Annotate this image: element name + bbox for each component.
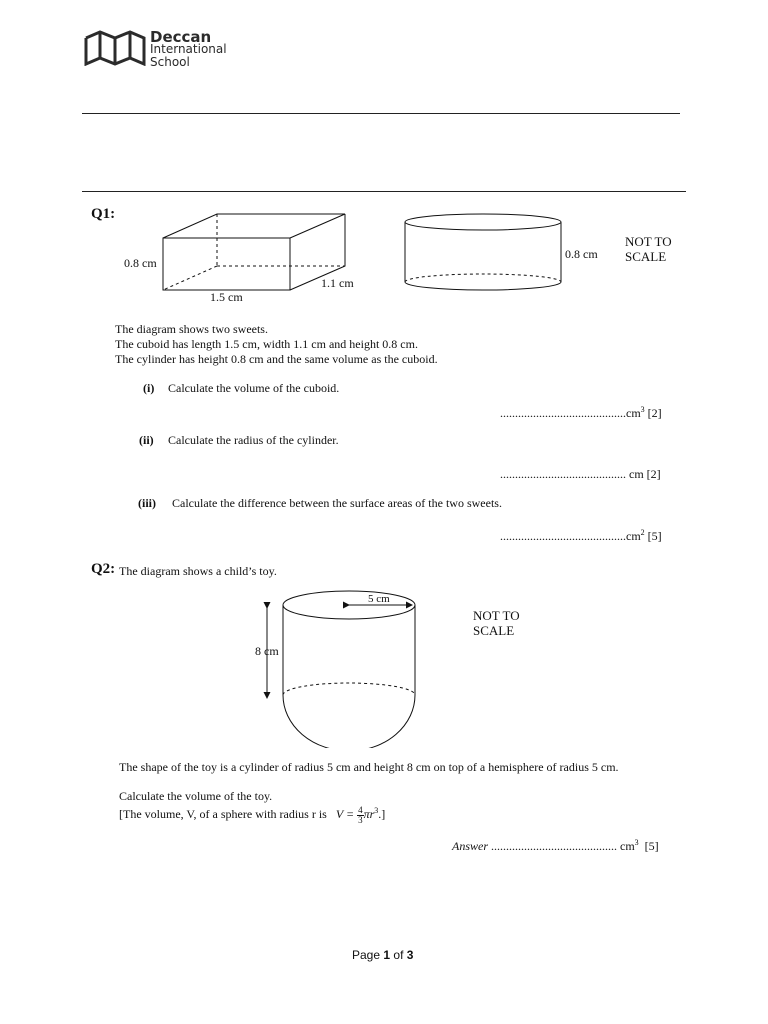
q1-intro-line-1: The diagram shows two sweets.: [115, 322, 268, 336]
answer-unit: cm: [620, 839, 635, 853]
cuboid-width-label: 1.1 cm: [321, 276, 354, 290]
brand-subtitle-2: School: [150, 55, 190, 69]
page-of: of: [393, 948, 404, 962]
answer-dots: ..........................................: [491, 839, 617, 853]
formula-lhs: V =: [335, 807, 355, 821]
question-2-label: Q2:: [91, 561, 116, 577]
marks: [2]: [646, 467, 661, 481]
formula-power: 3: [374, 806, 379, 815]
marks: [5]: [647, 529, 662, 543]
answer-unit: cm: [626, 529, 641, 543]
school-logo: [84, 28, 254, 72]
answer-unit: cm: [629, 467, 644, 481]
q2-formula: [119, 804, 385, 825]
answer-unit-power: 3: [640, 405, 645, 414]
book-outline-icon: [84, 30, 146, 66]
not-to-scale-q1-line2: SCALE: [625, 249, 667, 264]
fraction-numerator: 4: [358, 804, 363, 815]
answer-unit-power: 3: [634, 838, 639, 847]
brand-name: Deccan: [150, 28, 212, 46]
answer-dots: ..........................................: [500, 406, 626, 420]
part-i-text: Calculate the volume of the cuboid.: [168, 381, 340, 395]
answer-dots: ..........................................: [500, 529, 626, 543]
answer-label: Answer: [452, 839, 488, 853]
marks: [5]: [644, 839, 659, 853]
formula-pi-r: πr: [363, 807, 375, 821]
page-total: 3: [406, 948, 414, 962]
cylinder-height-label: 0.8 cm: [565, 247, 598, 261]
page-word: Page: [352, 948, 381, 962]
page-current: 1: [383, 948, 391, 962]
answer-unit-power: 2: [640, 528, 645, 537]
part-i-number: (i): [143, 381, 155, 395]
formula-suffix: .]: [378, 807, 386, 821]
q2-task: Calculate the volume of the toy.: [119, 789, 273, 803]
part-iii-answer-line: [500, 529, 662, 543]
part-iii-number: (iii): [138, 496, 156, 510]
cylinder-diagram: [400, 210, 568, 296]
formula-prefix: [The volume, V, of a sphere with radius r is: [119, 807, 327, 821]
answer-dots: ..........................................: [500, 467, 626, 481]
toy-diagram: [255, 588, 430, 748]
not-to-scale-q2-line1: NOT TO: [473, 608, 520, 623]
q1-intro-line-2: The cuboid has length 1.5 cm, width 1.1 cm and height 0.8 cm.: [115, 337, 418, 351]
q2-intro: The diagram shows a child’s toy.: [119, 564, 277, 578]
answer-unit: cm: [626, 406, 641, 420]
marks: [2]: [647, 406, 662, 420]
page-number: [352, 948, 413, 962]
part-ii-answer-line: [500, 467, 661, 481]
part-ii-text: Calculate the radius of the cylinder.: [168, 433, 339, 447]
q2-answer-line: [452, 839, 659, 853]
header-divider: [82, 113, 680, 114]
part-i-answer-line: [500, 406, 662, 420]
not-to-scale-q2-line2: SCALE: [473, 623, 515, 638]
toy-height-label: 8 cm: [255, 644, 279, 658]
question-1-label: Q1:: [91, 206, 116, 222]
fraction-denominator: 3: [358, 814, 363, 825]
toy-radius-label: 5 cm: [368, 593, 390, 605]
cuboid-height-label: 0.8 cm: [124, 256, 157, 270]
part-ii-number: (ii): [139, 433, 154, 447]
q2-description: The shape of the toy is a cylinder of radius 5 cm and height 8 cm on top of a hemisphere of radius 5 cm.: [119, 760, 619, 774]
section-divider: [82, 191, 686, 192]
part-iii-text: Calculate the difference between the surface areas of the two sweets.: [172, 496, 502, 510]
not-to-scale-q1-line1: NOT TO: [625, 234, 672, 249]
brand-subtitle-1: International: [150, 42, 227, 56]
q1-intro-line-3: The cylinder has height 0.8 cm and the same volume as the cuboid.: [115, 352, 438, 366]
cuboid-length-label: 1.5 cm: [210, 290, 243, 304]
